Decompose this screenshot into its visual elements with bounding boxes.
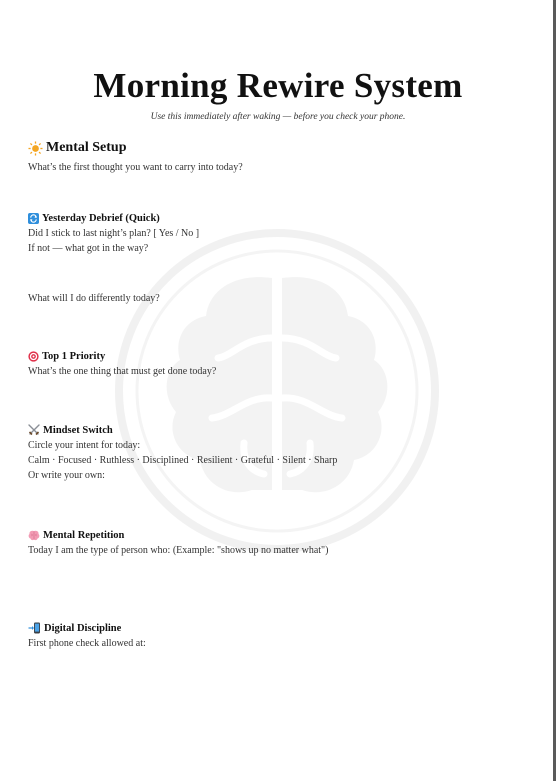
prompt-text: Did I stick to last night’s plan? [ Yes / No ] <box>28 228 200 239</box>
prompt-text: First phone check allowed at: <box>28 638 146 649</box>
prompt-text: Circle your intent for today: <box>28 440 141 451</box>
sun-icon <box>28 141 43 156</box>
section-heading: Mental Repetition <box>43 530 125 541</box>
section-heading: Digital Discipline <box>44 622 122 634</box>
section-top-priority <box>28 351 528 379</box>
prompt-text: What’s the first thought you want to carry into today? <box>28 162 243 173</box>
section-heading: Top 1 Priority <box>42 351 106 362</box>
prompt-text: If not — what got in the way? <box>28 243 149 254</box>
intent-options: Calm · Focused · Ruthless · Disciplined · Resilient · Grateful · Silent · Sharp <box>28 455 338 466</box>
section-digital-discipline <box>28 622 528 651</box>
prompt-text: Or write your own: <box>28 470 105 481</box>
phone-arrow-icon <box>28 622 41 634</box>
brain-watermark-icon <box>114 228 440 554</box>
section-heading: Mindset Switch <box>43 424 113 436</box>
section-yesterday-debrief <box>28 213 528 256</box>
target-icon <box>28 351 39 362</box>
section-different-today <box>28 291 528 306</box>
refresh-icon <box>28 213 39 224</box>
section-heading: Mental Setup <box>46 140 127 155</box>
page-title: Morning Rewire System <box>93 66 463 105</box>
section-heading: Yesterday Debrief (Quick) <box>42 213 160 224</box>
section-mental-setup <box>28 140 528 175</box>
brain-icon <box>28 530 40 541</box>
prompt-text: What will I do differently today? <box>28 293 160 304</box>
prompt-text: Today I am the type of person who: (Example: "shows up no matter what") <box>28 545 329 556</box>
section-mental-repetition <box>28 530 528 558</box>
section-mindset-switch <box>28 424 528 483</box>
crossed-swords-icon <box>28 424 40 436</box>
prompt-text: What’s the one thing that must get done today? <box>28 366 217 377</box>
page-subtitle: Use this immediately after waking — before you check your phone. <box>150 112 406 122</box>
